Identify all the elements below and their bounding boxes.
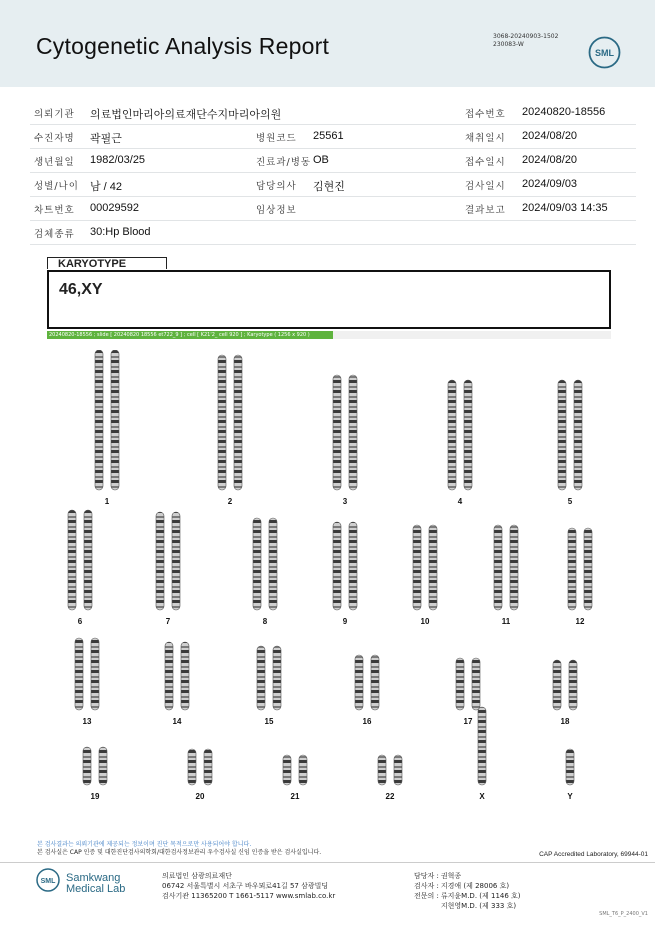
chromosome-label-9: 9 [342,617,348,626]
chromosome-10 [429,525,437,610]
staff-role: 전문의 : [414,892,439,900]
info-row-3 [30,149,636,173]
dept-value: OB [313,154,329,166]
chromosome-label-Y: Y [567,792,573,801]
chromosome-22 [394,755,402,785]
karyotype-value: 46,XY [59,281,103,298]
footer-address [162,871,335,901]
chromosome-label-6: 6 [77,617,83,626]
chromosome-label-17: 17 [463,717,473,726]
chromosome-20 [188,749,196,785]
tested-value: 2024/09/03 [522,178,578,190]
staff-role: 담당자 : [414,872,439,880]
report-title: Cytogenetic Analysis Report [36,33,330,59]
institution-label: 의뢰기관 [34,109,75,120]
dept-label: 진료과/병동 [256,157,312,168]
reported-value: 2024/09/03 14:35 [522,202,608,214]
chromosome-label-12: 12 [575,617,585,626]
document-id [493,33,558,49]
chromosome-1 [111,350,119,490]
chromosome-label-14: 14 [172,717,182,726]
chromosome-Y [566,749,574,785]
chromosome-8 [269,518,277,610]
chromosome-21 [299,755,307,785]
dob-value: 1982/03/25 [90,154,146,166]
chromosome-label-21: 21 [290,792,300,801]
footer-address-line3: 검사기관 11365200 T 1661-5117 www.smlab.co.kr [162,892,336,900]
karyotype-label: KARYOTYPE [47,257,167,269]
footer-sml-logo [36,868,60,892]
chromosome-12 [568,528,576,610]
chromosome-15 [273,646,281,710]
chromosome-18 [569,660,577,710]
info-row-1 [30,101,636,125]
chromosome-19 [83,747,91,785]
footer-brand-line2: Medical Lab [66,883,126,895]
chromosome-6 [84,510,92,610]
chromosome-16 [355,655,363,710]
footer-note-line2: 본 검사실은 CAP 인증 및 대한진단검사의학회/대한검사정보관리 우수검사실 신임 인증을 받은 검사실입니다. [37,849,322,856]
karyotype-result-box [47,270,611,329]
chromosome-label-3: 3 [342,497,348,506]
chromosome-9 [349,522,357,610]
chromosome-17 [456,658,464,710]
chromosome-5 [574,380,582,490]
chromosome-7 [172,512,180,610]
sex-age-label: 성별/나이 [34,181,79,192]
footer-address-line1: 의료법인 삼광의료재단 [162,872,232,880]
chromosome-label-4: 4 [457,497,463,506]
info-row-6 [30,221,636,245]
staff-row [414,881,523,891]
sml-logo-text: SML [595,48,614,58]
chromosome-15 [257,646,265,710]
chromosome-2 [234,355,242,490]
chromosome-4 [448,380,456,490]
chromosome-label-22: 22 [385,792,395,801]
institution-value: 의료법인마리아의료재단수지마리아의원 [90,109,282,121]
document-id-line2: 230083-W [493,41,524,48]
report-header [0,0,655,87]
chart-no-value: 00029592 [90,202,139,214]
staff-role: 검사자 : [414,882,439,890]
chromosome-17 [472,658,480,710]
specimen-label: 검체종류 [34,229,75,240]
chromosome-label-19: 19 [90,792,100,801]
footer-brand [66,873,125,895]
chromosome-11 [510,525,518,610]
footer-brand-line1: Samkwang [66,872,121,884]
patient-info-table [30,101,636,245]
chromosome-5 [558,380,566,490]
chromosome-label-10: 10 [420,617,430,626]
chromosome-label-20: 20 [195,792,205,801]
form-code: SML_T6_P_2400_V1 [599,911,648,917]
chromosome-3 [333,375,341,490]
document-id-line1: 3068-20240903-1502 [493,33,559,40]
info-row-4 [30,173,636,197]
doctor-label: 담당의사 [256,181,297,192]
patient-value: 곽필근 [90,133,122,145]
chromosome-8 [253,518,261,610]
karyotype-image-caption-bar [47,331,611,339]
tested-label: 검사일시 [465,181,506,192]
chromosome-4 [464,380,472,490]
collected-value: 2024/08/20 [522,130,578,142]
chromosome-label-8: 8 [262,617,268,626]
chromosome-X [478,707,486,785]
chromosome-11 [494,525,502,610]
received-label: 접수일시 [465,157,506,168]
chromosome-9 [333,522,341,610]
footer-staff-list [414,871,523,911]
footer-sml-logo-text: SML [40,878,56,885]
staff-row [414,891,523,901]
sml-logo [588,36,621,69]
footer-note-line1: 본 검사결과는 의뢰기관에 제공되는 정보이며 진단 목적으로만 사용되어야 합니다. [37,841,252,848]
receipt-no-value: 20240820-18556 [522,106,606,118]
chromosome-20 [204,749,212,785]
chromosome-label-1: 1 [104,497,110,506]
chromosome-label-13: 13 [82,717,92,726]
footer-note [37,841,457,857]
chromosome-6 [68,510,76,610]
chromosome-14 [181,642,189,710]
info-row-2 [30,125,636,149]
chromosome-label-7: 7 [165,617,171,626]
hospital-code-value: 25561 [313,130,344,142]
staff-name: 지현영M.D. (제 333 호) [440,902,517,910]
chromosome-21 [283,755,291,785]
chromosome-label-2: 2 [227,497,233,506]
chromosome-label-11: 11 [501,617,511,626]
chromosome-18 [553,660,561,710]
staff-row [414,901,523,911]
collected-label: 채취일시 [465,133,506,144]
reported-label: 결과보고 [465,205,506,216]
footer-divider [0,862,655,863]
specimen-value: 30:Hp Blood [90,226,151,238]
chromosome-label-16: 16 [362,717,372,726]
chromosome-1 [95,350,103,490]
chromosome-14 [165,642,173,710]
receipt-no-label: 접수번호 [465,109,506,120]
chromosome-2 [218,355,226,490]
karyogram [40,350,620,810]
footer-address-line2: 06742 서울특별시 서초구 바우뫼로41길 57 삼광빌딩 [162,882,329,890]
chromosome-12 [584,528,592,610]
chromosome-16 [371,655,379,710]
chromosome-3 [349,375,357,490]
info-row-5 [30,197,636,221]
chromosome-group [68,350,592,801]
chromosome-19 [99,747,107,785]
chromosome-label-X: X [479,792,485,801]
staff-row [414,871,523,881]
sex-age-value: 남 / 42 [90,181,123,193]
chromosome-label-18: 18 [560,717,570,726]
chart-no-label: 차트번호 [34,205,75,216]
hospital-code-label: 병원코드 [256,133,297,144]
staff-name: 류지윤M.D. (제 1146 호) [440,892,521,900]
chromosome-label-15: 15 [264,717,274,726]
dob-label: 생년월일 [34,157,75,168]
cap-accreditation: CAP Accredited Laboratory, 69944-01 [539,851,648,858]
received-value: 2024/08/20 [522,154,578,166]
staff-name: 지경애 (제 28006 호) [440,882,510,890]
chromosome-13 [91,638,99,710]
chromosome-22 [378,755,386,785]
chromosome-7 [156,512,164,610]
chromosome-13 [75,638,83,710]
karyotype-image-caption: 20240820-18556 ; slide [ 20240820 18556 et722_9 ] ; cell [ K21'2_ cell 920 ] ; Karyotype ( 1256 x 920 ) [47,331,333,339]
staff-name: 권혁종 [440,872,462,880]
staff-role [414,901,441,911]
clinical-info-label: 임상정보 [256,205,297,216]
chromosome-label-5: 5 [567,497,573,506]
patient-label: 수진자명 [34,133,75,144]
doctor-value: 김현진 [313,181,345,193]
chromosome-10 [413,525,421,610]
